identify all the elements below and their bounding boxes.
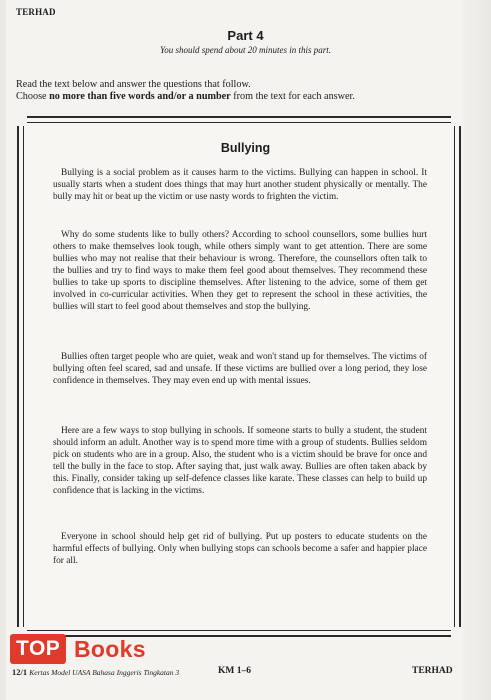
article-paragraph-2: Why do some students like to bully others? According to school counsellors, some bullies hurt others to make themselves look tough, while others simply want to get attention. There are some bullies who may not realise that their behaviour is wrong. Therefore, the counsellors often talk to the bullies and try to find ways to make them feel good about themselves. They recommend these bullies to take up sports to discipline themselves. After listening to the advice, some of them get involved in co-curricular activities. When they get to represent the school in these activities, the bullies will start to feel good about themselves and stop the bullying.	[53, 230, 427, 313]
page-edge-right	[463, 0, 491, 700]
part-title: Part 4	[227, 28, 264, 43]
instructions	[16, 79, 436, 103]
instruction-line-1: Read the text below and answer the questions that follow.	[16, 79, 251, 90]
part-time-note: You should spend about 20 minutes in this part.	[160, 45, 331, 55]
frame-corner-notch	[451, 627, 461, 637]
footer-restricted-tag: TERHAD	[412, 666, 453, 676]
topbooks-watermark-logo	[10, 634, 200, 666]
page-edge-left	[0, 0, 6, 700]
article-paragraph-1: Bullying is a social problem as it causes harm to the victims. Bullying can happen in school. It usually starts when a student does things that may hurt another student physically or mentally. The bully may hit or beat up the victim or use nasty words to frighten the victim.	[53, 168, 427, 203]
article-title: Bullying	[220, 141, 271, 155]
header-restricted-tag: TERHAD	[16, 7, 56, 17]
footer-book-info	[12, 667, 179, 677]
word-limit-emphasis: no more than five words and/or a number	[49, 91, 231, 102]
article-paragraph-3: Bullies often target people who are quiet, weak and won't stand up for themselves. The victims of bullying often feel scared, sad and unsafe. If these victims are bullied over a long period, they lose confidence in themselves. They may even end up with mental issues.	[53, 352, 427, 387]
instruction-line-2: Choose no more than five words and/or a number from the text for each answer.	[16, 91, 355, 102]
article-paragraph-5: Everyone in school should help get rid of bullying. Put up posters to educate students on the harmful effects of bullying. Only when bullying stops can schools become a safer and happier place for all.	[53, 532, 427, 567]
footer-page-number: KM 1–6	[218, 666, 251, 676]
logo-top-text: TOP	[10, 634, 66, 664]
frame-corner-notch	[17, 116, 27, 126]
frame-corner-notch	[451, 116, 461, 126]
article-paragraph-4: Here are a few ways to stop bullying in schools. If someone starts to bully a student, the student should inform an adult. Another way is to spend more time with a group of students. Bullies seldom pick on students who are in a group. Also, the student who is a victim should be brave for once and tell the bully in the face to stop. After saying that, just walk away. Bullies are often taken aback by this. Finally, consider taking up self-defence classes like karate. These classes can help to build up confidence that is lacking in the victims.	[53, 426, 427, 497]
book-title: Kertas Model UASA Bahasa Inggeris Tingkatan 3	[29, 668, 180, 677]
paper-code: 12/1	[12, 667, 28, 677]
logo-books-text: Books	[74, 636, 146, 662]
